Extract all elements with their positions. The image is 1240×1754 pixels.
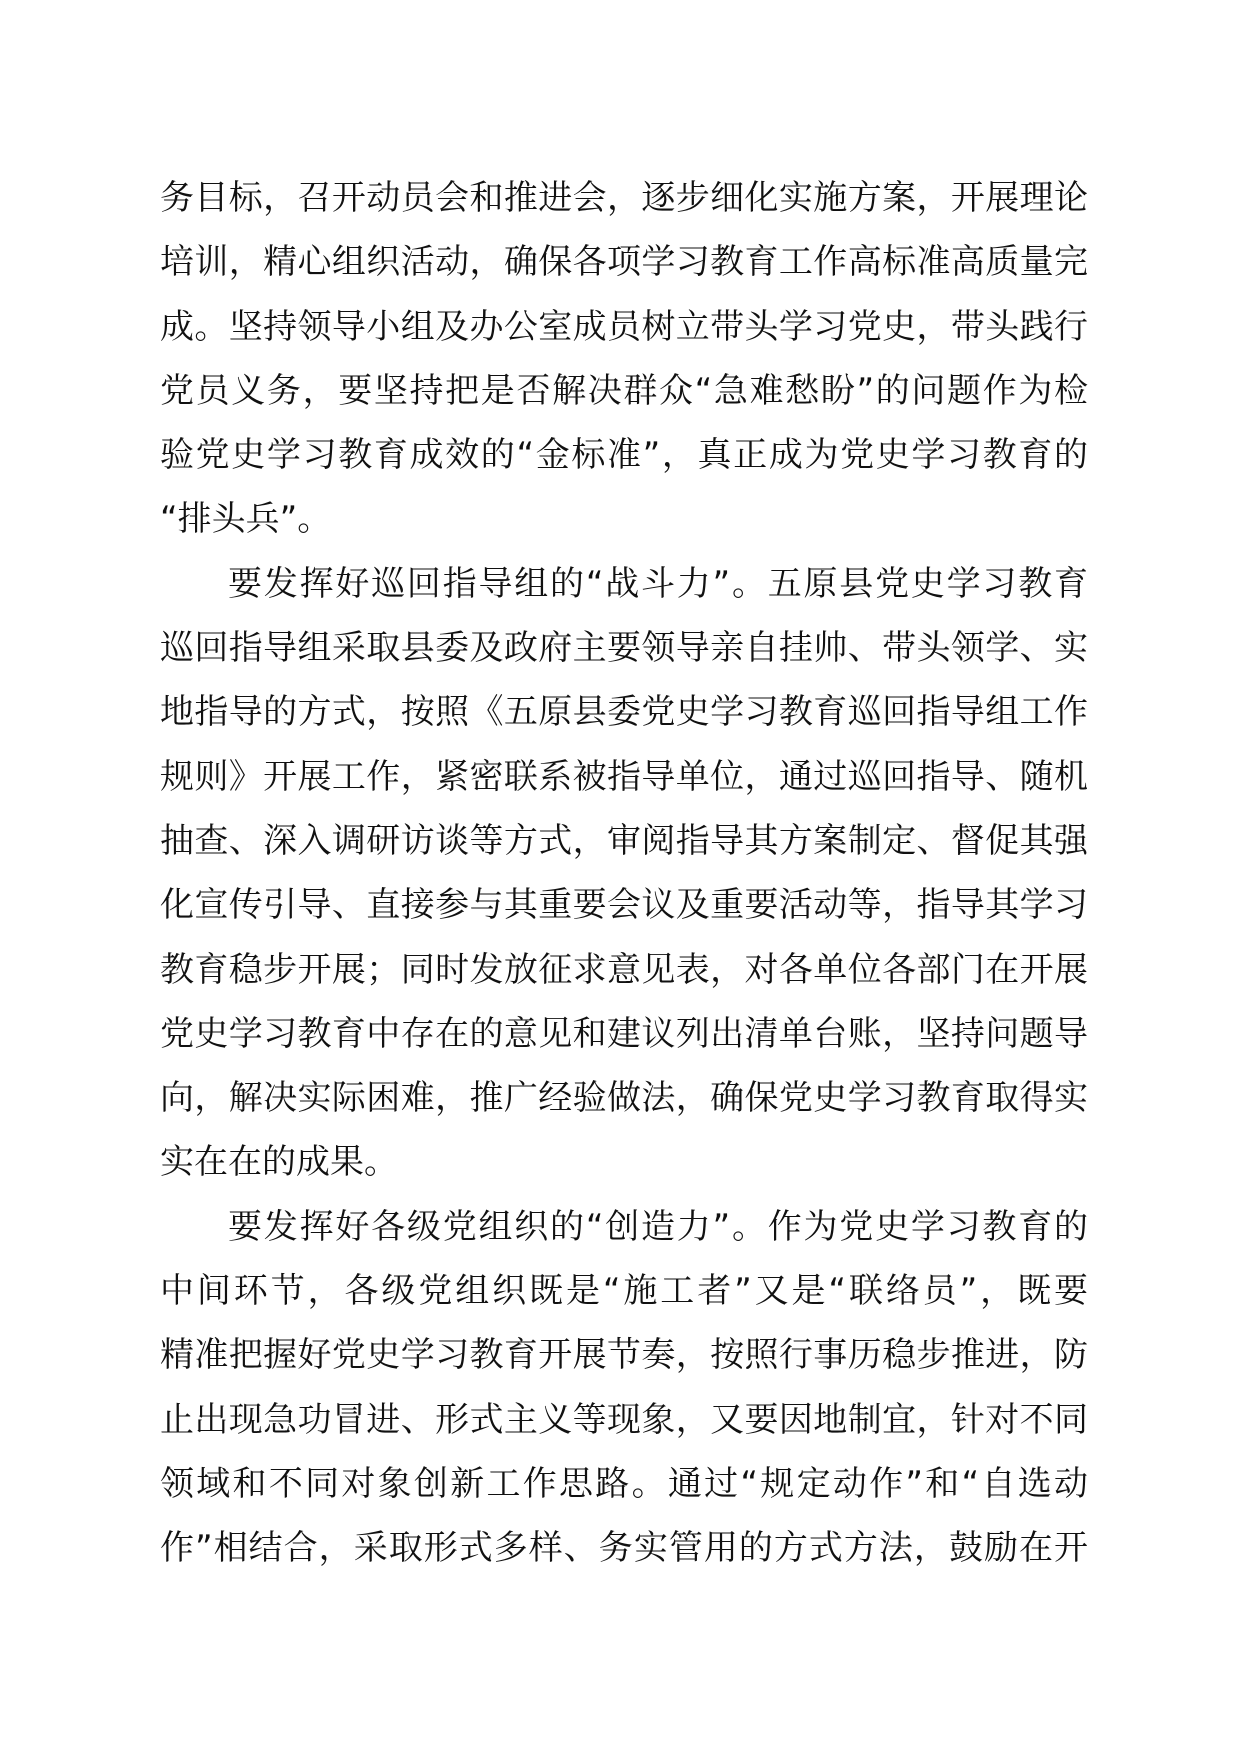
- text-line: 规则》开展工作，紧密联系被指导单位，通过巡回指导、随机: [160, 756, 1088, 797]
- text-line: 作”相结合，采取形式多样、务实管用的方式方法，鼓励在开: [160, 1528, 1088, 1569]
- text-line: 抽查、深入调研访谈等方式，审阅指导其方案制定、督促其强: [160, 820, 1088, 861]
- text-line: 成。坚持领导小组及办公室成员树立带头学习党史，带头践行: [160, 306, 1088, 347]
- paragraph-party-organizations: [160, 1195, 1088, 1581]
- text-line: 教育稳步开展；同时发放征求意见表，对各单位各部门在开展: [160, 949, 1088, 990]
- text-line: 要发挥好巡回指导组的“战斗力”。五原县党史学习教育: [228, 563, 1088, 604]
- text-line: 地指导的方式，按照《五原县委党史学习教育巡回指导组工作: [160, 692, 1088, 733]
- text-line: “排头兵”。: [160, 499, 332, 540]
- text-line: 中间环节，各级党组织既是“施工者”又是“联络员”，既要: [160, 1271, 1088, 1312]
- paragraph-inspection-group: [160, 552, 1088, 1195]
- text-line: 验党史学习教育成效的“金标准”，真正成为党史学习教育的: [160, 435, 1088, 476]
- text-line: 务目标，召开动员会和推进会，逐步细化实施方案，开展理论: [160, 178, 1088, 218]
- text-line: 向，解决实际困难，推广经验做法，确保党史学习教育取得实: [160, 1078, 1088, 1119]
- text-line: 精准把握好党史学习教育开展节奏，按照行事历稳步推进，防: [160, 1335, 1088, 1376]
- text-line: 实在在的成果。: [160, 1142, 398, 1183]
- text-line: 止出现急功冒进、形式主义等现象，又要因地制宜，针对不同: [160, 1399, 1088, 1440]
- text-line: 党员义务，要坚持把是否解决群众“急难愁盼”的问题作为检: [160, 370, 1088, 411]
- text-line: 要发挥好各级党组织的“创造力”。作为党史学习教育的: [228, 1206, 1088, 1247]
- text-line: 领域和不同对象创新工作思路。通过“规定动作”和“自选动: [160, 1463, 1088, 1504]
- text-line: 巡回指导组采取县委及政府主要领导亲自挂帅、带头领学、实: [160, 628, 1088, 669]
- paragraph-continuation: [160, 166, 1088, 552]
- text-line: 党史学习教育中存在的意见和建议列出清单台账，坚持问题导: [160, 1013, 1088, 1054]
- text-line: 化宣传引导、直接参与其重要会议及重要活动等，指导其学习: [160, 885, 1088, 926]
- body-text: [160, 166, 1088, 1581]
- text-line: 培训，精心组织活动，确保各项学习教育工作高标准高质量完: [160, 242, 1088, 283]
